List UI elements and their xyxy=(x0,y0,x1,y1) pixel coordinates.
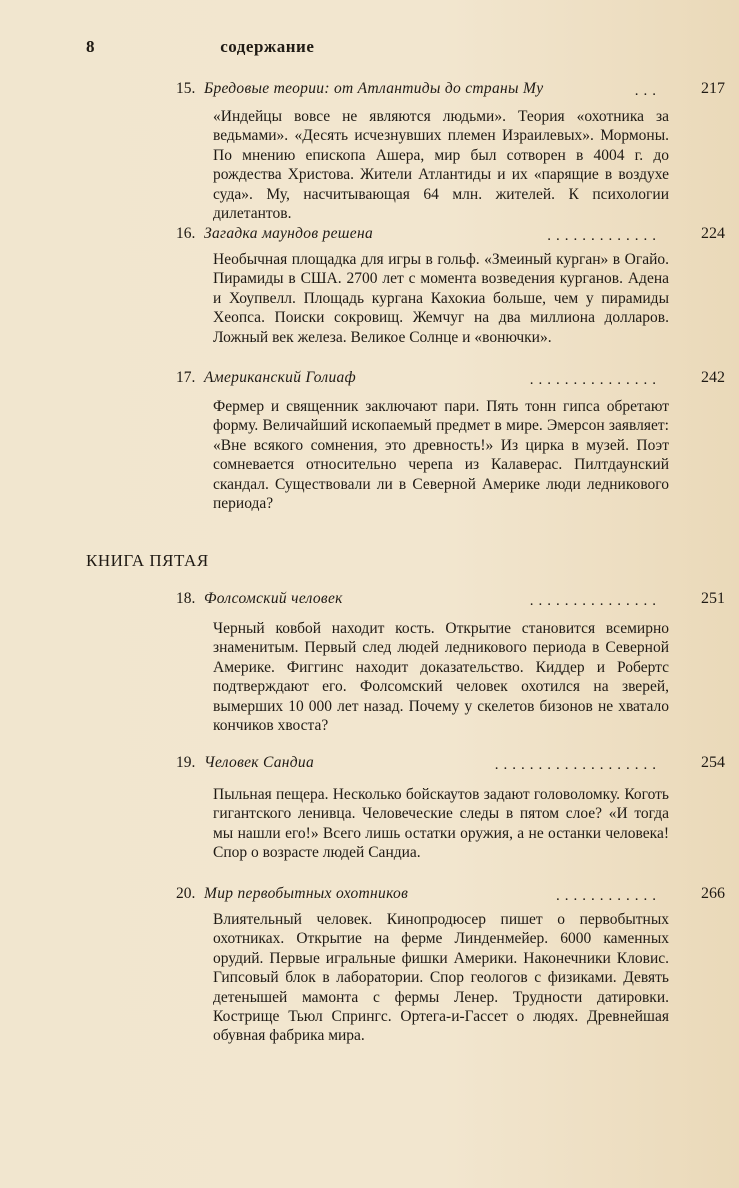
chapter-page-ref: 224 xyxy=(701,225,725,242)
chapter-number: 16. xyxy=(176,225,196,242)
toc-entry-heading[interactable] xyxy=(176,225,725,247)
chapter-title: Фолсомский человек xyxy=(204,590,343,607)
toc-entry-heading[interactable] xyxy=(176,80,725,102)
toc-entry-heading[interactable] xyxy=(176,885,725,907)
chapter-title: Мир первобытных охотников xyxy=(204,885,409,902)
chapter-title: Американский Голиаф xyxy=(204,369,356,386)
chapter-summary: Пыльная пещера. Несколько бойскаутов задают головоломку. Коготь гигантского ленивца. Человеческие следы в пятом слое? «И тогда мы нашли его!» Всего лишь остатки оружия, а не останки человека! Спор о возрасте людей Сандиа. xyxy=(213,786,669,862)
chapter-title: Бредовые теории: от Атлантиды до страны Му xyxy=(204,80,544,97)
chapter-summary: «Индейцы вовсе не являются людьми». Теория «охотника за ведьмами». «Десять исчезнувших племен Израилевых». Мормоны. По мнению епископа Ашера, мир был сотворен в 4004 г. до рождества Христова. Жители Атлантиды и их «парящие в воздухе суда». Му, насчитывающая 64 млн. жителей. К психологии дилетантов. xyxy=(213,108,669,223)
leader-dots: ............ xyxy=(556,888,661,904)
chapter-summary: Необычная площадка для игры в гольф. «Змеиный курган» в Огайо. Пирамиды в США. 2700 лет с момента возведения курганов. Адена и Хоупвелл. Площадь кургана Кахокиа больше, чем у пирамиды Хеопса. Поиски сокровищ. Жемчуг на два миллиона долларов. Ложный век железа. Великое Солнце и «вонючки». xyxy=(213,251,669,346)
chapter-number: 15. xyxy=(176,80,196,97)
chapter-number: 19. xyxy=(176,754,196,771)
leader-dots: ............... xyxy=(529,593,661,609)
chapter-title: Человек Сандиа xyxy=(204,754,315,771)
chapter-title: Загадка маундов решена xyxy=(204,225,374,242)
chapter-number: 20. xyxy=(176,885,196,902)
chapter-page-ref: 254 xyxy=(701,754,725,771)
chapter-summary: Черный ковбой находит кость. Открытие становится всемирно знаменитым. Первый след людей ледникового периода в Северной Америке. Фиггинс находит доказательство. Киддер и Робертс подтверждают его. Фолсомский человек охотился на зверей, вымерших 10 000 лет назад. Почему у скелетов бизонов не хватало кончиков хвоста? xyxy=(213,620,669,735)
page-number: 8 xyxy=(86,37,95,56)
running-head xyxy=(86,37,314,57)
leader-dots: ............. xyxy=(547,228,661,244)
toc-entry-heading[interactable] xyxy=(176,369,725,391)
chapter-summary: Влиятельный человек. Кинопродюсер пишет о первобытных охотниках. Открытие на ферме Линденмейер. 6000 каменных орудий. Первые игральные фишки Америки. Наконечники Кловис. Гипсовый блок в лаборатории. Спор геологов с физиками. Девять детенышей мамонта с фермы Ленер. Трудности датировки. Кострище Тьюл Спрингс. Ортега-и-Гассет о людях. Древнейшая обувная фабрика мира. xyxy=(213,911,669,1045)
leader-dots: ................... xyxy=(494,757,661,773)
toc-entry-heading[interactable] xyxy=(176,754,725,776)
chapter-page-ref: 266 xyxy=(701,885,725,902)
chapter-page-ref: 251 xyxy=(701,590,725,607)
chapter-page-ref: 217 xyxy=(701,80,725,97)
chapter-number: 17. xyxy=(176,369,196,386)
chapter-summary: Фермер и священник заключают пари. Пять тонн гипса обретают форму. Величайший ископаемый предмет в мире. Эмерсон заявляет: «Вне всякого сомнения, это древность!» Из цирка в музей. Поэт сомневается относительно черепа из Калаверас. Пилтдаунский скандал. Существовали ли в Северной Америке люди ледникового периода? xyxy=(213,398,669,513)
running-head-title: содержание xyxy=(220,37,315,56)
leader-dots: ............... xyxy=(529,372,661,388)
leader-dots: ... xyxy=(634,83,661,99)
toc-entry-heading[interactable] xyxy=(176,590,725,612)
chapter-number: 18. xyxy=(176,590,196,607)
chapter-page-ref: 242 xyxy=(701,369,725,386)
book-section-title: КНИГА ПЯТАЯ xyxy=(86,551,209,570)
